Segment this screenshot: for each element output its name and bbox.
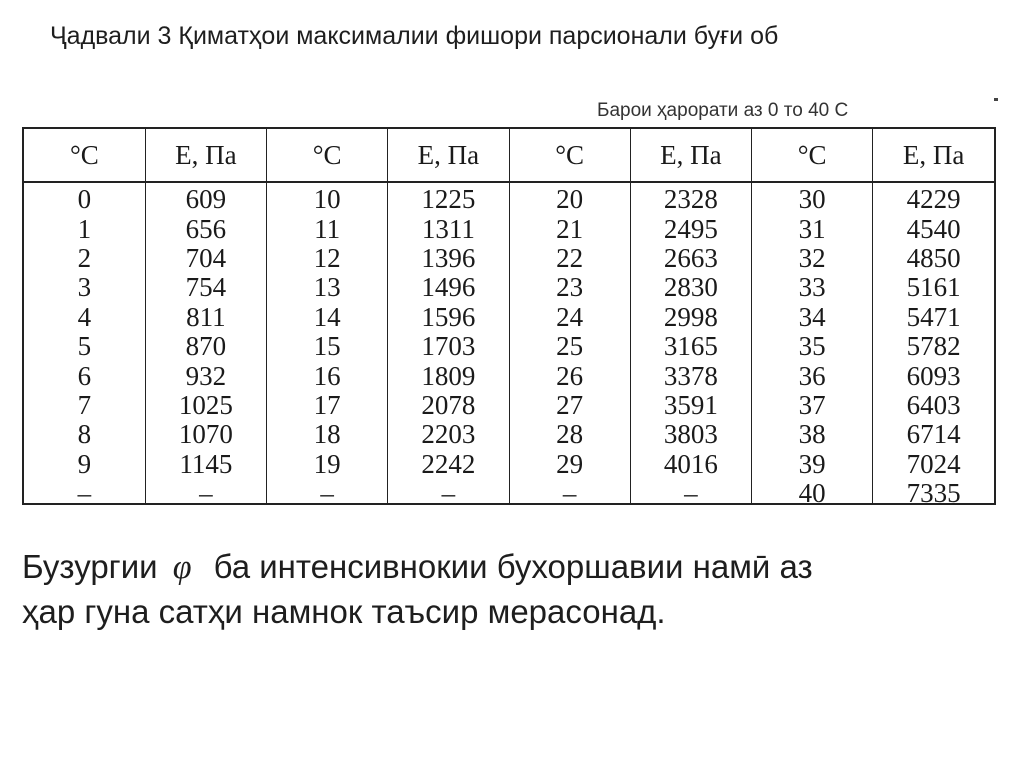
phi-symbol: φ — [172, 549, 192, 586]
table-cell: 2203 — [388, 420, 509, 449]
table-cell: 1596 — [388, 303, 509, 332]
table-cell: 15 — [267, 332, 388, 361]
table-cell: 2495 — [630, 214, 751, 243]
table-cell: 4016 — [630, 450, 751, 479]
column-header: Е, Па — [388, 129, 509, 182]
table-cell: 14 — [267, 303, 388, 332]
body-paragraph — [22, 545, 1012, 634]
table-cell: 26 — [509, 361, 630, 390]
table-cell: 8 — [77, 419, 92, 450]
table-cell: 6714 — [873, 420, 994, 449]
table-cell: 5 — [77, 331, 92, 362]
table-cell: – — [509, 479, 630, 505]
table-cell: 1025 — [145, 391, 266, 420]
table-cell: 1225 — [388, 182, 509, 214]
table-cell: 609 — [145, 182, 266, 214]
table-row — [24, 420, 994, 449]
table-cell: 3165 — [630, 332, 751, 361]
body-line-1 — [22, 545, 1012, 590]
table-cell: 2242 — [388, 450, 509, 479]
table-cell: 33 — [752, 273, 873, 302]
table-row — [24, 244, 994, 273]
table-cell: 6 — [77, 360, 92, 391]
table-cell: 704 — [145, 244, 266, 273]
vapor-pressure-table — [22, 127, 996, 505]
column-header: °С — [24, 129, 145, 182]
body-line-2: ҳар гуна сатҳи намнок таъсир мерасонад. — [22, 593, 666, 630]
table-cell: – — [145, 479, 266, 505]
table-cell: 6093 — [873, 361, 994, 390]
table-cell: 30 — [752, 182, 873, 214]
table-body — [24, 182, 994, 505]
table-cell: 28 — [509, 420, 630, 449]
table-row — [24, 391, 994, 420]
table-cell: 0 — [77, 184, 92, 215]
column-header: Е, Па — [630, 129, 751, 182]
table-cell: 2328 — [630, 182, 751, 214]
table-cell: – — [630, 479, 751, 505]
table-cell: 1145 — [145, 450, 266, 479]
table-cell: 5782 — [873, 332, 994, 361]
table-cell: 5471 — [873, 303, 994, 332]
table-cell: 4 — [77, 301, 92, 332]
table-cell: 12 — [267, 244, 388, 273]
table-row — [24, 450, 994, 479]
column-header: Е, Па — [873, 129, 994, 182]
table-cell: 1311 — [388, 214, 509, 243]
table-cell: 22 — [509, 244, 630, 273]
table-cell: 38 — [752, 420, 873, 449]
table-cell: 7 — [77, 389, 92, 420]
table-cell: 10 — [267, 182, 388, 214]
table-cell: 32 — [752, 244, 873, 273]
table-cell: 23 — [509, 273, 630, 302]
table-cell: 25 — [509, 332, 630, 361]
data-table — [24, 129, 994, 505]
table-row — [24, 332, 994, 361]
table-cell: 3803 — [630, 420, 751, 449]
table-cell: 811 — [145, 303, 266, 332]
table-cell: 13 — [267, 273, 388, 302]
body-line-1-end: ба интенсивнокии бухоршавии намӣ аз — [213, 548, 813, 585]
table-cell: 11 — [267, 214, 388, 243]
decorative-dot — [994, 98, 998, 101]
table-header-row — [24, 129, 994, 182]
table-cell: 1703 — [388, 332, 509, 361]
table-cell: – — [77, 478, 92, 505]
table-row — [24, 182, 994, 214]
table-cell: 18 — [267, 420, 388, 449]
table-cell: 5161 — [873, 273, 994, 302]
table-cell: – — [388, 479, 509, 505]
table-cell: 2830 — [630, 273, 751, 302]
column-header: Е, Па — [145, 129, 266, 182]
table-cell: 24 — [509, 303, 630, 332]
table-cell: 4229 — [873, 182, 994, 214]
table-cell: 870 — [145, 332, 266, 361]
table-cell: 2998 — [630, 303, 751, 332]
table-cell: 7335 — [873, 479, 994, 505]
column-header: °С — [267, 129, 388, 182]
table-cell: 20 — [509, 182, 630, 214]
table-cell: 35 — [752, 332, 873, 361]
table-cell: 932 — [145, 361, 266, 390]
table-cell: 1070 — [145, 420, 266, 449]
table-cell: 9 — [77, 448, 92, 479]
column-header: °С — [752, 129, 873, 182]
table-row — [24, 303, 994, 332]
table-row — [24, 273, 994, 302]
table-cell: 1 — [77, 213, 92, 244]
table-cell: 36 — [752, 361, 873, 390]
table-cell: 2 — [77, 242, 92, 273]
table-cell: 29 — [509, 450, 630, 479]
table-cell: 754 — [145, 273, 266, 302]
table-cell: 21 — [509, 214, 630, 243]
table-cell: 2078 — [388, 391, 509, 420]
table-cell: 1809 — [388, 361, 509, 390]
table-cell: 4540 — [873, 214, 994, 243]
table-cell: 1396 — [388, 244, 509, 273]
table-cell: – — [267, 479, 388, 505]
table-row — [24, 479, 994, 505]
table-cell: 656 — [145, 214, 266, 243]
table-cell: 27 — [509, 391, 630, 420]
table-cell: 37 — [752, 391, 873, 420]
table-cell: 1496 — [388, 273, 509, 302]
table-cell: 40 — [752, 479, 873, 505]
table-cell: 31 — [752, 214, 873, 243]
table-row — [24, 361, 994, 390]
table-row — [24, 214, 994, 243]
body-line-1-start: Бузургии — [22, 548, 158, 585]
table-cell: 2663 — [630, 244, 751, 273]
table-cell: 4850 — [873, 244, 994, 273]
table-cell: 34 — [752, 303, 873, 332]
table-cell: 16 — [267, 361, 388, 390]
table-cell: 19 — [267, 450, 388, 479]
slide-title: Ҷадвали 3 Қиматҳои максималии фишори парсионали буғи об — [50, 22, 779, 50]
table-subtitle: Барои ҳарорати аз 0 то 40 С — [597, 100, 849, 121]
table-cell: 3 — [77, 272, 92, 303]
table-cell: 3591 — [630, 391, 751, 420]
table-cell: 39 — [752, 450, 873, 479]
table-cell: 6403 — [873, 391, 994, 420]
table-cell: 3378 — [630, 361, 751, 390]
table-cell: 17 — [267, 391, 388, 420]
table-cell: 7024 — [873, 450, 994, 479]
column-header: °С — [509, 129, 630, 182]
